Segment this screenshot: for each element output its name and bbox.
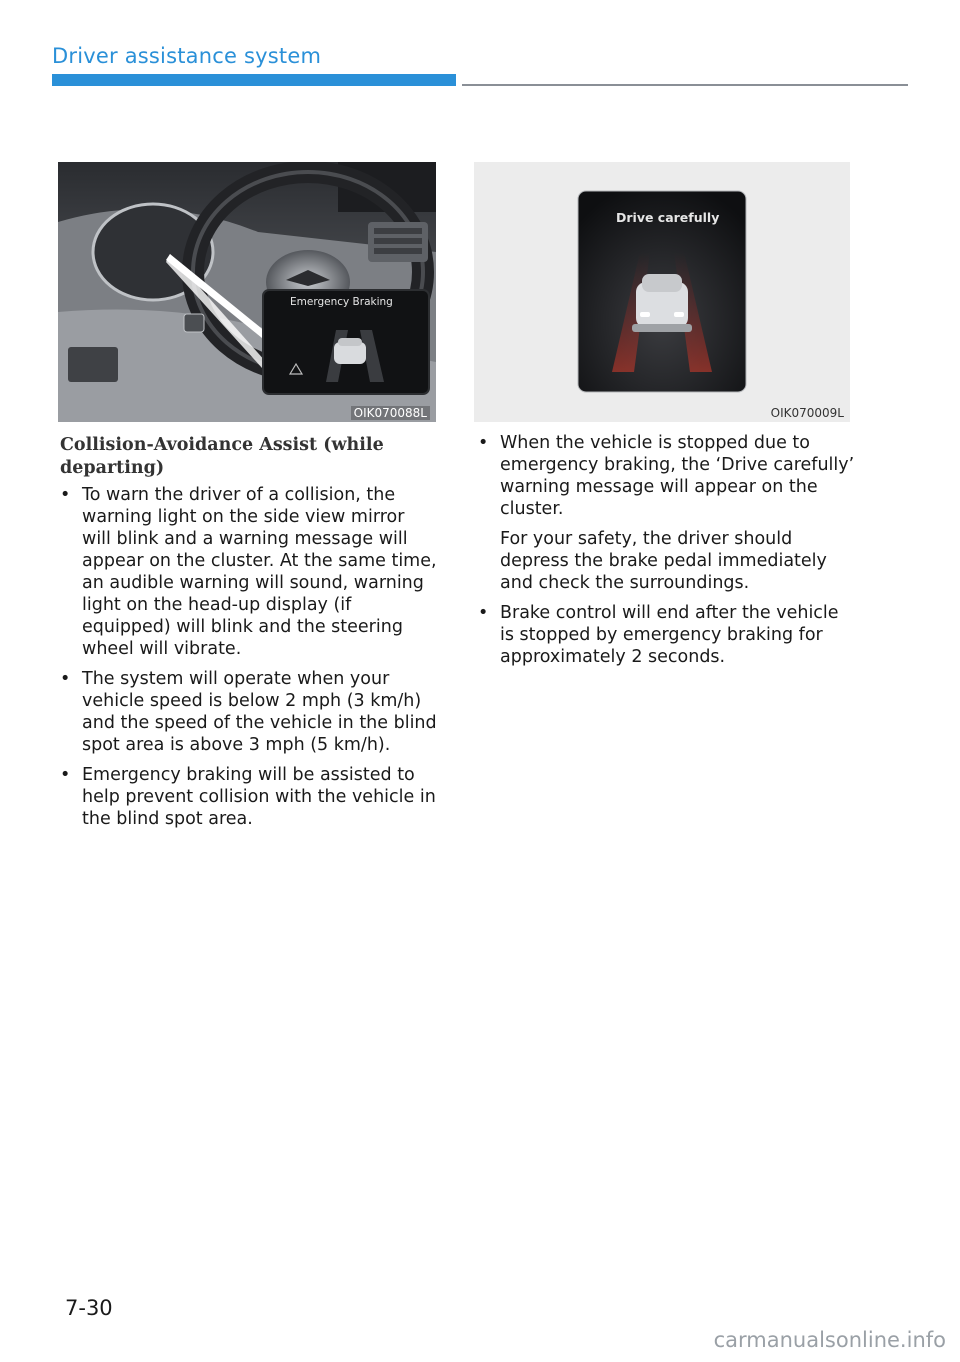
right-column: [478, 432, 858, 676]
list-item: [478, 602, 858, 668]
cluster-message-drive-carefully: Drive carefully: [616, 210, 720, 225]
figure-code: OIK070009L: [770, 406, 844, 420]
page-number: 7-30: [65, 1296, 113, 1320]
list-item-text: When the vehicle is stopped due to emergency braking, the ‘Drive carefully’ warning message will appear on the cluster.: [500, 433, 855, 519]
list-item-text: To warn the driver of a collision, the warning light on the side view mirror will blink and a warning message will appear on the cluster. At the same time, an audible warning will sound, warning light on the head-up display (if equipped) will blink and the steering wheel will vibrate.: [82, 485, 437, 659]
dashboard-illustration: [58, 162, 436, 422]
bullet-symbol: •: [60, 669, 71, 689]
bullet-symbol: •: [60, 485, 71, 505]
left-column: [60, 484, 438, 838]
bullet-symbol: •: [478, 433, 489, 453]
list-item-text: The system will operate when your vehicle speed is below 2 mph (3 km/h) and the speed of the vehicle in the blind spot area is above 3 mph (5 km/h).: [82, 669, 437, 755]
safety-note: For your safety, the driver should depress the brake pedal immediately and check the surroundings.: [500, 529, 827, 593]
list-item: [60, 764, 438, 830]
cluster-illustration: [474, 162, 850, 422]
header-rule: [462, 84, 908, 86]
section-heading: Collision-Avoidance Assist (while departing): [60, 435, 384, 478]
list-item: [60, 484, 438, 660]
list-item: [478, 432, 858, 520]
list-item: [60, 668, 438, 756]
list-item-text: Brake control will end after the vehicle is stopped by emergency braking for approximately 2 seconds.: [500, 603, 839, 667]
section-title: Driver assistance system: [52, 44, 322, 68]
bullet-symbol: •: [60, 765, 71, 785]
bullet-symbol: •: [478, 603, 489, 623]
list-item-text: Emergency braking will be assisted to help prevent collision with the vehicle in the blind spot area.: [82, 765, 436, 829]
header-rule-accent: [52, 74, 456, 86]
figure-code: OIK070088L: [351, 406, 430, 420]
cluster-message-emergency-braking: Emergency Braking: [290, 296, 393, 308]
dashboard-figure: [58, 162, 436, 422]
watermark: carmanualsonline.info: [713, 1328, 946, 1352]
cluster-figure: [474, 162, 850, 422]
